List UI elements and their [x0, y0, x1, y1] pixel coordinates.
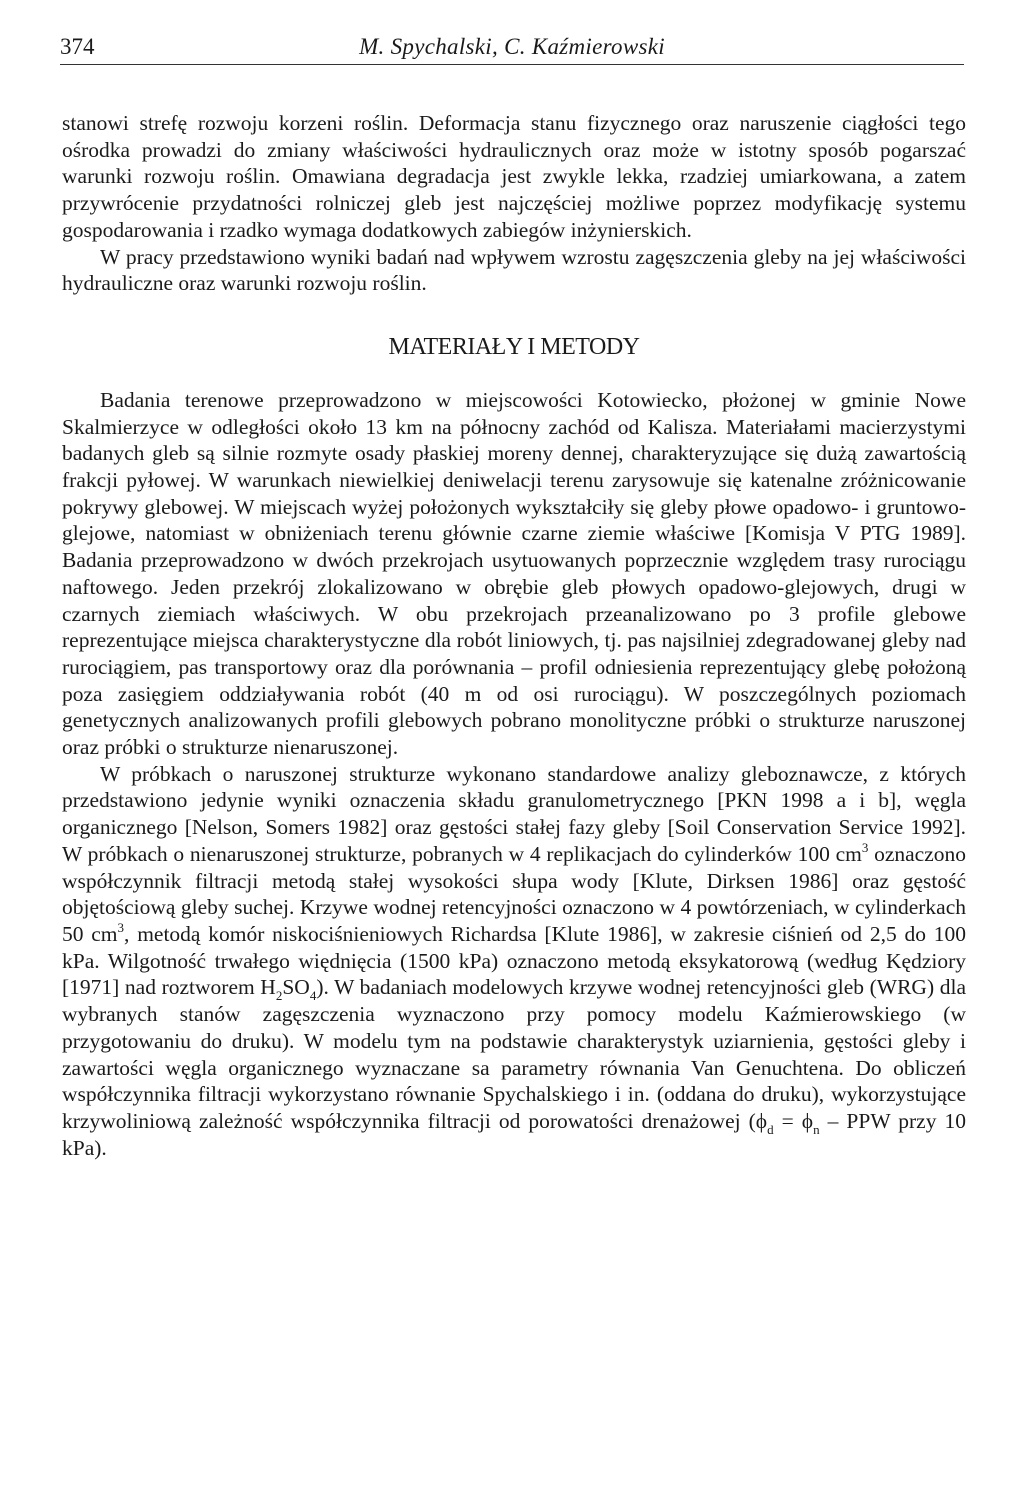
page-header — [60, 34, 964, 65]
methods-paragraph-2 — [62, 761, 966, 1162]
superscript: 3 — [861, 839, 869, 855]
methods-text-segment: ). W badaniach modelowych krzywe wodnej retencyjności gleb (WRG) dla wybranych stanów zagęszczenia wyznaczono przy pomocy modelu Kaźmierowskiego (w przygotowaniu do druku). W modelu tym na podstawie charakterystyk uziarnienia, gęstości gleby i zawartości węgla organicznego wyznaczane sa parametry równania Van Genuchtena. Do obliczeń współczynnika filtracji wykorzystano równanie Spychalskiego i in. (oddana do druku), wykorzystujące krzywoliniową zależność współczynnika filtracji od porowatości drenażowej (ϕ — [62, 975, 966, 1133]
methods-text-segment: oznaczono współczynnik filtracji metodą stałej wysokości słupa wody [Klute, Dirksen 1986] oraz gęstość objętościową gleby suchej. Krzywe wodnej retencyjności oznaczono w 4 powtórzeniach, w cylinderkach 50 cm — [62, 841, 967, 946]
methods-text-segment: – PPW przy 10 kPa). — [62, 1108, 966, 1160]
subscript: n — [813, 1121, 820, 1137]
methods-text-segment: = ϕ — [773, 1108, 814, 1133]
subscript: 2 — [275, 988, 283, 1004]
intro-paragraph-2: W pracy przedstawiono wyniki badań nad wpływem wzrostu zagęszczenia gleby na jej właściwości hydrauliczne oraz warunki rozwoju roślin. — [62, 244, 966, 296]
methods-text-segment: SO — [282, 975, 310, 1000]
page-number: 374 — [60, 34, 95, 59]
subscript: 4 — [309, 988, 317, 1004]
running-head: M. Spychalski, C. Kaźmierowski — [359, 34, 665, 59]
methods-text-segment: W próbkach o naruszonej strukturze wykonano standardowe analizy gleboznawcze, z których przedstawiono jedynie wyniki oznaczenia składu granulometrycznego [PKN 1998 a i b], węgla organicznego [Nelson, Somers 1982] oraz gęstości stałej fazy gleby [Soil Conservation Service 1992]. W próbkach o nienaruszonej strukturze, pobranych w 4 replikacjach do cylinderków 100 cm — [62, 761, 966, 866]
section-heading: MATERIAŁY I METODY — [388, 333, 640, 360]
methods-paragraph-1: Badania terenowe przeprowadzono w miejscowości Kotowiecko, płożonej w gminie Nowe Skalmierzyce w odległości około 13 km na północny zachód od Kalisza. Materiałami macierzystymi badanych gleb są silnie rozmyte osady płaskiej moreny dennej, charakteryzujące się dużą zawartością frakcji pyłowej. W warunkach niewielkiej deniwelacji terenu zarysowuje się katenalne zróżnicowanie pokrywy glebowej. W miejscach wyżej położonych wykształciły się gleby płowe opadowo- i gruntowo-glejowe, natomiast w obniżeniach terenu głównie czarne ziemie właściwe [Komisja V PTG 1989]. Badania przeprowadzono w dwóch przekrojach usytuowanych poprzecznie względem trasy rurociągu naftowego. Jeden przekrój zlokalizowano w obrębie gleb płowych opadowo-glejowych, drugi w czarnych ziemiach właściwych. W obu przekrojach przeanalizowano po 3 profile glebowe reprezentujące miejsca charakterystyczne dla robót liniowych, tj. pas najsilniej zdegradowanej gleby nad rurociągiem, pas transportowy oraz dla porównania – profil odniesienia reprezentujący glebę położoną poza zasięgiem oddziaływania robót (40 m od osi rurociągu). W poszczególnych poziomach genetycznych analizowanych profili glebowych pobrano monolityczne próbki o strukturze naruszonej oraz próbki o strukturze nienaruszonej. — [62, 387, 966, 760]
intro-paragraph-1: stanowi strefę rozwoju korzeni roślin. Deformacja stanu fizycznego oraz naruszenie ciągłości tego ośrodka prowadzi do zmiany właściwości hydraulicznych oraz może w istotny sposób pogarszać warunki rozwoju roślin. Omawiana degradacja jest zwykle lekka, rzadziej umiarkowana, a zatem przywrócenie przydatności rolniczej gleb jest najczęściej możliwe poprzez modyfikację systemu gospodarowania i rzadko wymaga dodatkowych zabiegów inżynierskich. — [62, 111, 966, 242]
subscript: d — [767, 1121, 774, 1137]
superscript: 3 — [117, 919, 125, 935]
methods-text-segment: , metodą komór niskociśnieniowych Richardsa [Klute 1986], w zakresie ciśnień od 2,5 do 100 kPa. Wilgotność trwałego więdnięcia (1500 kPa) oznaczono metodą eksykatorową (według Kędziory [1971] nad roztworem H — [62, 921, 966, 1000]
body-text — [62, 110, 966, 1161]
